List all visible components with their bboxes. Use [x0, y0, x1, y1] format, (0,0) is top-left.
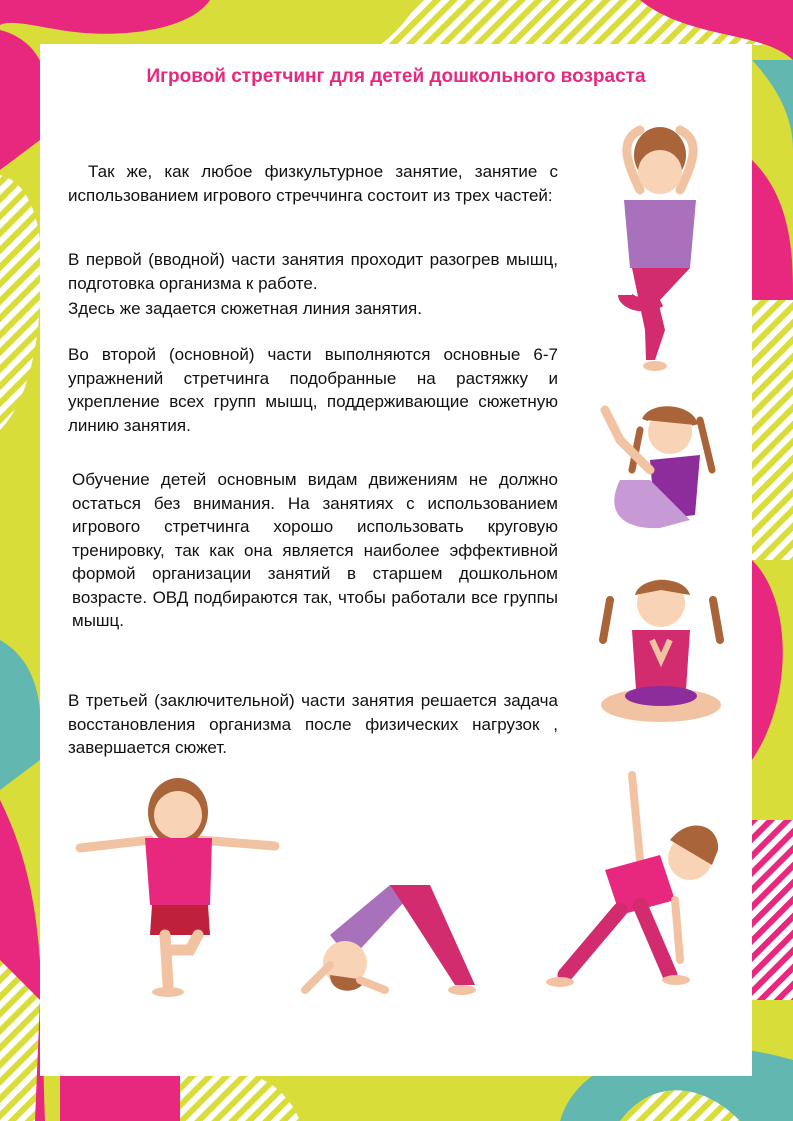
- girl-lotus-pose-illustration: [601, 579, 721, 722]
- girl-triangle-pose-illustration: [546, 775, 718, 987]
- girl-tree-pose-illustration: [624, 127, 696, 371]
- part-three-paragraph: В третьей (заключительной) части занятия решается задача восстановления организма после физических нагрузок , завершается сюжет.: [68, 691, 558, 757]
- part-one-note: Здесь же задается сюжетная линия занятия.: [68, 299, 422, 318]
- intro-paragraph: Так же, как любое физкультурное занятие, занятие с использованием игрового стреччинга состоит из трех частей:: [68, 162, 558, 205]
- page-title: Игровой стретчинг для детей дошкольного возраста: [146, 66, 646, 87]
- girl-boat-pose-illustration: [605, 409, 712, 528]
- girl-standing-one-leg-illustration: [80, 778, 275, 997]
- girl-downward-dog-illustration: [305, 885, 476, 995]
- part-two-paragraph: Во второй (основной) части выполняются основные 6-7 упражнений стретчинга подобранные на растяжку и укрепление всех групп мышц, поддерживающие сюжетную линию занятия.: [68, 345, 558, 435]
- part-one-paragraph: В первой (вводной) части занятия проходит разогрев мышц, подготовка организма к работе.: [68, 250, 558, 293]
- ovd-paragraph: Обучение детей основным видам движениям не должно остаться без внимания. На занятиях с использованием игрового стретчинга хорошо использовать круговую тренировку, так как она является наиболее эффективной формой организации занятий в старшем дошкольном возрасте. ОВД подбираются так, чтобы работали все группы мышц.: [72, 470, 558, 630]
